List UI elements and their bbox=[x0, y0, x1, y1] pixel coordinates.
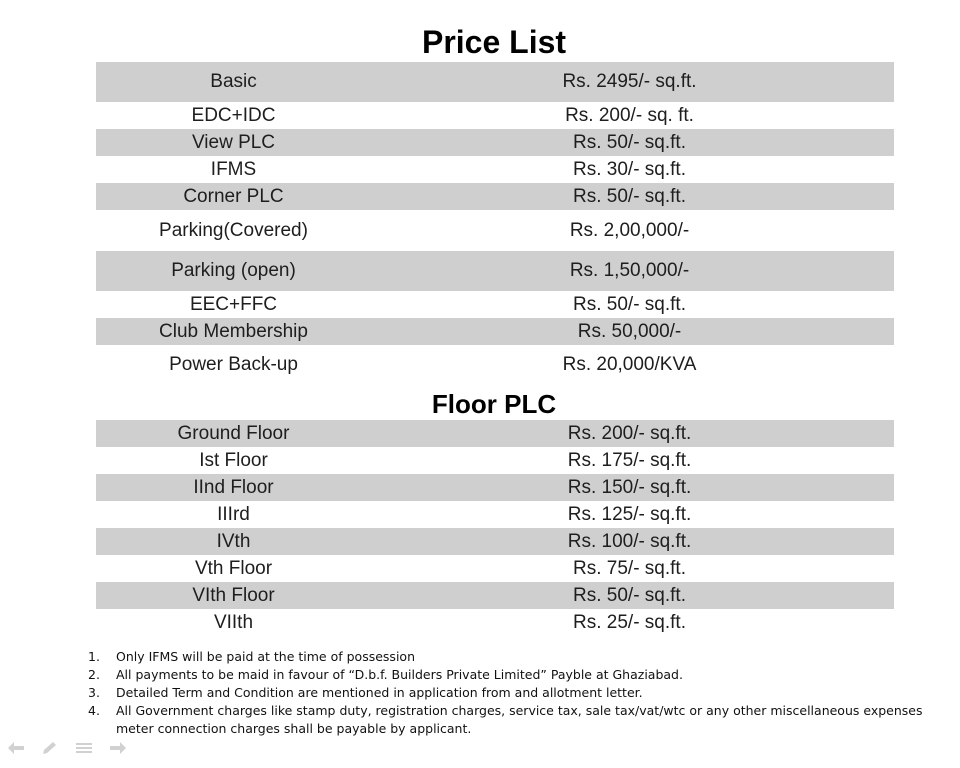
table-row bbox=[96, 345, 894, 385]
menu-button[interactable] bbox=[72, 740, 96, 756]
row-value: Rs. 150/- sq.ft. bbox=[567, 476, 692, 498]
table-row bbox=[96, 183, 894, 210]
list-item bbox=[88, 666, 948, 684]
arrow-left-icon bbox=[7, 741, 25, 755]
notes-list bbox=[88, 648, 948, 738]
row-value: Rs. 25/- sq.ft. bbox=[573, 611, 686, 633]
prev-slide-button[interactable] bbox=[4, 740, 28, 756]
floor-plc-table bbox=[96, 420, 894, 636]
table-row bbox=[96, 291, 894, 318]
table-row bbox=[96, 156, 894, 183]
table-row bbox=[96, 474, 894, 501]
row-label: Basic bbox=[210, 71, 257, 92]
slide-nav-toolbar bbox=[4, 740, 130, 756]
note-text: Only IFMS will be paid at the time of possession bbox=[116, 649, 415, 664]
table-row bbox=[96, 528, 894, 555]
row-value: Rs. 2495/- sq.ft. bbox=[562, 71, 697, 92]
row-value: Rs. 1,50,000/- bbox=[569, 260, 690, 281]
row-label: EDC+IDC bbox=[191, 104, 276, 126]
row-label: Parking (open) bbox=[171, 260, 296, 281]
pen-button[interactable] bbox=[38, 740, 62, 756]
note-number: 2. bbox=[88, 667, 100, 682]
menu-icon bbox=[75, 741, 93, 755]
row-label: Vth Floor bbox=[194, 557, 273, 579]
list-item bbox=[88, 648, 948, 666]
row-label: Power Back-up bbox=[169, 354, 298, 375]
table-row bbox=[96, 555, 894, 582]
row-value: Rs. 2,00,000/- bbox=[569, 219, 690, 241]
next-slide-button[interactable] bbox=[106, 740, 130, 756]
price-list-table bbox=[96, 62, 894, 385]
table-row bbox=[96, 609, 894, 636]
row-value: Rs. 200/- sq. ft. bbox=[565, 104, 694, 126]
row-label: VIth Floor bbox=[192, 584, 275, 606]
table-row bbox=[96, 447, 894, 474]
row-label: VIIth bbox=[213, 611, 254, 633]
row-label: IFMS bbox=[210, 158, 257, 180]
table-row bbox=[96, 582, 894, 609]
page-title: Price List bbox=[421, 24, 567, 60]
list-item bbox=[88, 684, 948, 702]
row-value: Rs. 50/- sq.ft. bbox=[573, 584, 686, 606]
row-label: Parking(Covered) bbox=[159, 219, 308, 241]
table-row bbox=[96, 210, 894, 251]
table-row bbox=[96, 102, 894, 129]
arrow-right-icon bbox=[109, 741, 127, 755]
table-row bbox=[96, 129, 894, 156]
row-label: IInd Floor bbox=[193, 476, 274, 498]
list-item bbox=[88, 702, 948, 738]
note-text: All payments to be maid in favour of “D.b.f. Builders Private Limited” Payble at Ghaziabad. bbox=[116, 667, 683, 682]
note-text: All Government charges like stamp duty, registration charges, service tax, sale tax/vat/wtc or any other miscellaneous expenses meter connection charges shall be payable by applicant. bbox=[116, 703, 923, 736]
table-row bbox=[96, 318, 894, 345]
row-value: Rs. 50/- sq.ft. bbox=[573, 185, 686, 207]
row-value: Rs. 75/- sq.ft. bbox=[573, 557, 686, 579]
row-label: Ground Floor bbox=[177, 422, 290, 444]
row-value: Rs. 200/- sq.ft. bbox=[567, 422, 692, 444]
row-label: EEC+FFC bbox=[189, 293, 278, 315]
row-value: Rs. 125/- sq.ft. bbox=[567, 503, 692, 525]
row-label: Club Membership bbox=[159, 320, 308, 342]
row-value: Rs. 175/- sq.ft. bbox=[567, 449, 692, 471]
row-value: Rs. 100/- sq.ft. bbox=[567, 530, 692, 552]
table-row bbox=[96, 62, 894, 102]
row-value: Rs. 20,000/KVA bbox=[562, 354, 697, 375]
row-label: Ist Floor bbox=[199, 449, 268, 471]
row-label: Corner PLC bbox=[183, 185, 284, 207]
table-row bbox=[96, 251, 894, 291]
note-number: 3. bbox=[88, 685, 100, 700]
note-text: Detailed Term and Condition are mentioned in application from and allotment letter. bbox=[116, 685, 643, 700]
row-value: Rs. 50/- sq.ft. bbox=[573, 131, 686, 153]
table-row bbox=[96, 420, 894, 447]
pen-icon bbox=[41, 741, 59, 755]
row-label: IIIrd bbox=[217, 503, 250, 525]
note-number: 4. bbox=[88, 703, 100, 718]
row-value: Rs. 50,000/- bbox=[577, 320, 682, 342]
row-value: Rs. 50/- sq.ft. bbox=[573, 293, 686, 315]
row-label: View PLC bbox=[191, 131, 276, 153]
floor-plc-title: Floor PLC bbox=[431, 389, 557, 419]
note-number: 1. bbox=[88, 649, 100, 664]
row-label: IVth bbox=[216, 530, 251, 552]
table-row bbox=[96, 501, 894, 528]
row-value: Rs. 30/- sq.ft. bbox=[573, 158, 686, 180]
